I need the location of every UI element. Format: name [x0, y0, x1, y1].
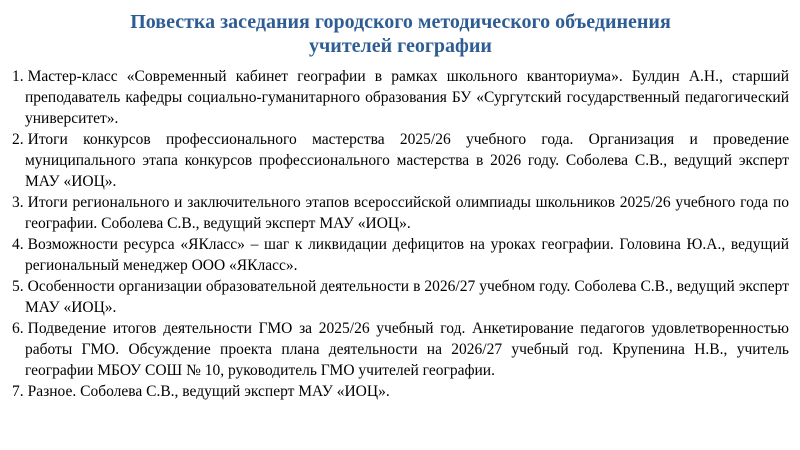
agenda-item-4-number: 4. [12, 236, 24, 253]
agenda-item-4-text: Возможности ресурса «ЯКласс» – шаг к ликвидации дефицитов на уроках географии. Головина Ю.А., ведущий региональный менеджер ООО «ЯКласс». [25, 236, 789, 274]
agenda-item-7-number: 7. [12, 383, 24, 400]
page-title-line-2: учителей географии [309, 35, 492, 57]
agenda-item-5-text: Особенности организации образовательной деятельности в 2026/27 учебном году. Соболева С.В., ведущий эксперт МАУ «ИОЦ». [25, 278, 789, 316]
agenda-item-5-number: 5. [12, 278, 24, 295]
agenda-item-4 [12, 234, 789, 276]
agenda-item-7 [12, 381, 789, 402]
agenda-item-2 [12, 129, 789, 192]
agenda-item-6-number: 6. [12, 320, 24, 337]
agenda-item-3-text: Итоги регионального и заключительного этапов всероссийской олимпиады школьников 2025/26 учебного года по географии. Соболева С.В., ведущий эксперт МАУ «ИОЦ». [25, 194, 789, 232]
page-title [12, 10, 789, 58]
agenda-item-6-text: Подведение итогов деятельности ГМО за 2025/26 учебный год. Анкетирование педагогов удовлетворенностью работы ГМО. Обсуждение проекта плана деятельности на 2026/27 учебный год. Крупенина Н.В., учитель географии МБОУ СОШ № 10, руководитель ГМО учителей географии. [25, 320, 789, 379]
agenda-list [12, 66, 789, 402]
page-title-line-1: Повестка заседания городского методического объединения [130, 11, 671, 33]
agenda-item-3 [12, 192, 789, 234]
agenda-item-7-text: Разное. Соболева С.В., ведущий эксперт МАУ «ИОЦ». [27, 383, 390, 400]
agenda-item-1-text: Мастер-класс «Современный кабинет географии в рамках школьного кванториума». Булдин А.Н., старший преподаватель кафедры социально-гуманитарного образования БУ «Сургутский государственный педагогический университет». [25, 68, 789, 127]
agenda-item-1-number: 1. [12, 68, 24, 85]
agenda-item-3-number: 3. [12, 194, 24, 211]
agenda-item-1 [12, 66, 789, 129]
agenda-item-2-text: Итоги конкурсов профессионального мастерства 2025/26 учебного года. Организация и проведение муниципального этапа конкурсов профессионального мастерства в 2026 году. Соболева С.В., ведущий эксперт МАУ «ИОЦ». [25, 131, 789, 190]
agenda-item-6 [12, 318, 789, 381]
agenda-item-5 [12, 276, 789, 318]
agenda-item-2-number: 2. [12, 131, 24, 148]
